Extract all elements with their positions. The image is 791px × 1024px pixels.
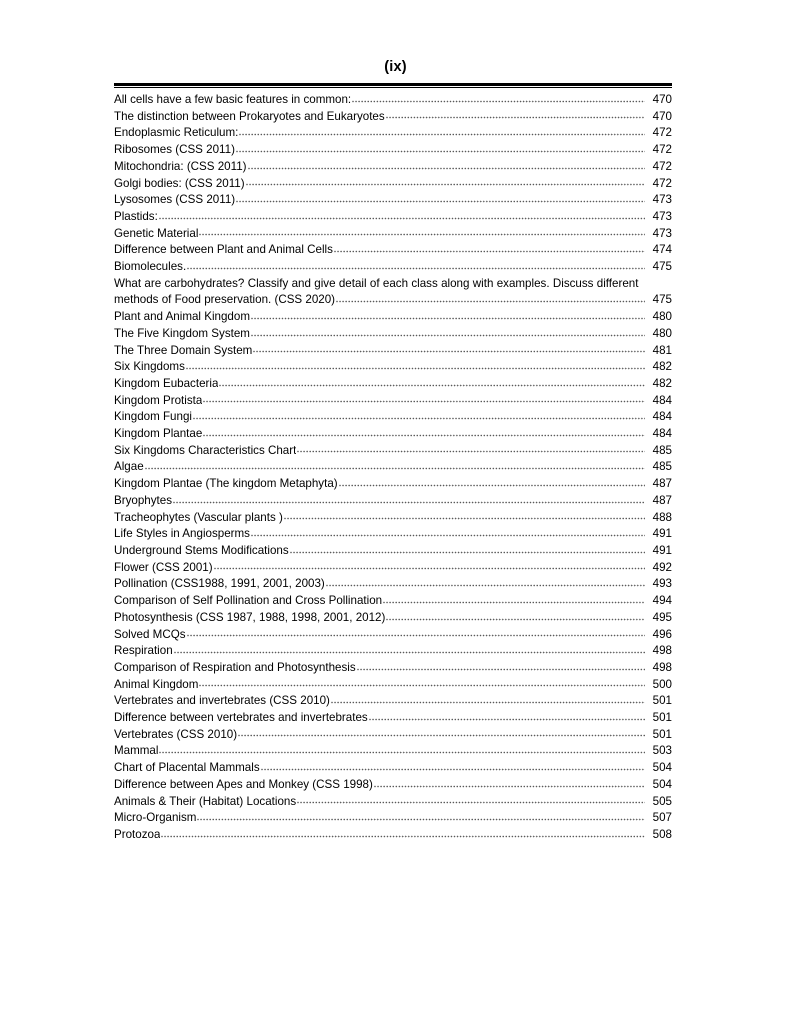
toc-entry-title: Kingdom Fungi	[114, 410, 192, 424]
toc-entry-page-number: 472	[652, 176, 672, 190]
toc-entry[interactable]	[114, 810, 672, 827]
toc-entry[interactable]	[114, 376, 672, 393]
dot-leader	[374, 782, 645, 791]
toc-entry-title: Bryophytes	[114, 493, 172, 507]
toc-entry[interactable]	[114, 159, 672, 176]
toc-entry[interactable]	[114, 576, 672, 593]
toc-entry-title: Micro-Organism	[114, 811, 197, 825]
toc-entry-page-number: 487	[652, 493, 672, 507]
dot-leader	[357, 665, 645, 674]
toc-entry-page-number: 482	[652, 376, 672, 390]
toc-entry-page-number: 494	[652, 594, 672, 608]
toc-entry-title: Comparison of Self Pollination and Cross Pollination	[114, 594, 383, 608]
dot-leader	[261, 765, 645, 774]
dot-leader	[161, 832, 645, 841]
toc-entry[interactable]	[114, 476, 672, 493]
toc-entry-title: Mammal	[114, 744, 159, 758]
toc-entry-title: Kingdom Plantae	[114, 427, 203, 441]
dot-leader	[203, 397, 645, 406]
toc-entry-page-number: 500	[652, 677, 672, 691]
toc-entry[interactable]	[114, 543, 672, 560]
dot-leader	[383, 598, 645, 607]
toc-entry-title: Animals & Their (Habitat) Locations	[114, 794, 297, 808]
dot-leader	[297, 798, 645, 807]
toc-entry-page-number: 501	[652, 727, 672, 741]
toc-entry[interactable]	[114, 142, 672, 159]
toc-entry[interactable]	[114, 493, 672, 510]
toc-entry-title: Protozoa	[114, 827, 161, 841]
toc-entry-page-number: 485	[652, 443, 672, 457]
toc-entry-page-number: 475	[652, 260, 672, 274]
toc-entry[interactable]	[114, 259, 672, 276]
dot-leader	[199, 681, 645, 690]
dot-leader	[248, 164, 645, 173]
toc-entry-title: Genetic Material	[114, 226, 199, 240]
toc-entry[interactable]	[114, 610, 672, 627]
toc-entry-title: Life Styles in Angiosperms	[114, 527, 250, 541]
toc-entry-page-number: 504	[652, 777, 672, 791]
toc-entry-title: Plant and Animal Kingdom	[114, 310, 250, 324]
toc-entry-page-number: 472	[652, 159, 672, 173]
toc-entry-page-number: 491	[652, 543, 672, 557]
dot-leader	[251, 314, 645, 323]
dot-leader	[326, 581, 645, 590]
dot-leader	[159, 748, 645, 757]
toc-entry-page-number: 480	[652, 310, 672, 324]
dot-leader	[369, 715, 645, 724]
toc-entry[interactable]	[114, 459, 672, 476]
toc-entry-title: Endoplasmic Reticulum:	[114, 126, 239, 140]
dot-leader	[236, 147, 645, 156]
toc-entry-page-number: 480	[652, 326, 672, 340]
toc-entry[interactable]	[114, 710, 672, 727]
toc-entry-title: Animal Kingdom	[114, 677, 199, 691]
header-rule-thin	[114, 87, 672, 88]
toc-entry-title: Six Kingdoms	[114, 360, 185, 374]
toc-entry-title: Chart of Placental Mammals	[114, 761, 260, 775]
toc-entry-page-number: 473	[652, 193, 672, 207]
toc-entry-title: Flower (CSS 2001)	[114, 560, 213, 574]
toc-entry[interactable]	[114, 627, 672, 644]
toc-entry-page-number: 488	[652, 510, 672, 524]
dot-leader	[187, 631, 645, 640]
toc-entry-title-continued: methods of Food preservation. (CSS 2020)	[114, 293, 336, 307]
dot-leader	[236, 197, 645, 206]
toc-entry-title: Ribosomes (CSS 2011)	[114, 143, 235, 157]
toc-entry-page-number: 484	[652, 427, 672, 441]
toc-entry[interactable]	[114, 827, 672, 844]
toc-entry-page-number: 505	[652, 794, 672, 808]
toc-entry-title: All cells have a few basic features in common:	[114, 93, 352, 106]
toc-entry[interactable]	[114, 176, 672, 193]
toc-entry[interactable]	[114, 209, 672, 226]
dot-leader	[174, 648, 645, 657]
toc-entry-page-number: 474	[652, 243, 672, 257]
toc-entry[interactable]	[114, 92, 672, 109]
toc-entry[interactable]	[114, 326, 672, 343]
toc-entry-page-number: 491	[652, 527, 672, 541]
toc-entry-title: Vertebrates and invertebrates (CSS 2010)	[114, 694, 330, 708]
dot-leader	[219, 381, 645, 390]
dot-leader	[193, 414, 645, 423]
dot-leader	[251, 331, 645, 340]
toc-entry-title: Vertebrates (CSS 2010)	[114, 727, 238, 741]
dot-leader	[251, 531, 645, 540]
toc-entry-page-number: 472	[652, 126, 672, 140]
dot-leader	[284, 514, 645, 523]
toc-entry-page-number: 501	[652, 694, 672, 708]
dot-leader	[331, 698, 645, 707]
toc-entry[interactable]	[114, 510, 672, 527]
toc-entry-page-number: 473	[652, 209, 672, 223]
table-of-contents	[114, 92, 672, 844]
toc-entry-title: The Five Kingdom System	[114, 326, 250, 340]
toc-entry-page-number: 473	[652, 226, 672, 240]
toc-entry-title: Mitochondria: (CSS 2011)	[114, 159, 247, 173]
dot-leader	[352, 97, 645, 106]
toc-entry-title: Six Kingdoms Characteristics Chart	[114, 443, 297, 457]
toc-entry-title: Kingdom Protista	[114, 393, 203, 407]
toc-entry-page-number: 498	[652, 644, 672, 658]
toc-entry-page-number: 475	[652, 293, 672, 307]
dot-leader	[336, 297, 645, 306]
toc-entry-page-number: 470	[652, 93, 672, 106]
toc-entry-page-number: 482	[652, 360, 672, 374]
toc-entry-title: Golgi bodies: (CSS 2011)	[114, 176, 245, 190]
toc-entry-page-number: 470	[652, 109, 672, 123]
page-folio: (ix)	[384, 59, 407, 75]
toc-entry-page-number: 495	[652, 610, 672, 624]
toc-entry[interactable]	[114, 443, 672, 460]
toc-entry-title: Comparison of Respiration and Photosynthesis	[114, 660, 356, 674]
toc-entry-title: Difference between vertebrates and invertebrates	[114, 711, 368, 725]
dot-leader	[297, 447, 645, 456]
toc-entry-page-number: 484	[652, 410, 672, 424]
toc-entry[interactable]	[114, 660, 672, 677]
toc-entry[interactable]	[114, 677, 672, 694]
dot-leader	[187, 264, 645, 273]
toc-entry-page-number: 507	[652, 811, 672, 825]
toc-entry-title: Pollination (CSS1988, 1991, 2001, 2003)	[114, 577, 325, 591]
toc-entry-title: The Three Domain System	[114, 343, 253, 357]
dot-leader	[253, 347, 645, 356]
toc-entry[interactable]	[114, 393, 672, 410]
toc-entry-title: The distinction between Prokaryotes and Eukaryotes	[114, 109, 385, 123]
toc-entry-title: Difference between Apes and Monkey (CSS 1998)	[114, 777, 373, 791]
dot-leader	[290, 548, 645, 557]
dot-leader	[246, 180, 645, 189]
toc-entry[interactable]	[114, 109, 672, 126]
dot-leader	[197, 815, 645, 824]
toc-entry-title: Tracheophytes (Vascular plants )	[114, 510, 283, 524]
toc-entry-title: Difference between Plant and Animal Cells	[114, 243, 333, 257]
dot-leader	[238, 731, 645, 740]
toc-entry[interactable]	[114, 242, 672, 259]
toc-entry-page-number: 472	[652, 143, 672, 157]
toc-entry-title: Respiration	[114, 644, 173, 658]
toc-entry[interactable]	[114, 794, 672, 811]
toc-entry-title: Biomolecules.	[114, 260, 187, 274]
dot-leader	[239, 130, 645, 139]
toc-entry-title: Photosynthesis (CSS 1987, 1988, 1998, 2001, 2012)	[114, 610, 386, 624]
toc-entry[interactable]	[114, 560, 672, 577]
header-rule	[114, 83, 672, 88]
toc-entry[interactable]	[114, 526, 672, 543]
toc-entry-page-number: 496	[652, 627, 672, 641]
dot-leader	[334, 247, 645, 256]
toc-entry[interactable]	[114, 343, 672, 360]
toc-entry-page-number: 485	[652, 460, 672, 474]
toc-entry-title: What are carbohydrates? Classify and give detail of each class along with examples. Discuss different	[114, 276, 639, 290]
toc-entry-page-number: 498	[652, 660, 672, 674]
toc-entry[interactable]	[114, 593, 672, 610]
toc-entry[interactable]	[114, 409, 672, 426]
toc-entry[interactable]	[114, 693, 672, 710]
toc-entry-title: Lysosomes (CSS 2011)	[114, 193, 236, 207]
dot-leader	[145, 464, 645, 473]
dot-leader	[386, 113, 645, 122]
dot-leader	[159, 214, 645, 223]
toc-entry[interactable]	[114, 727, 672, 744]
toc-entry[interactable]	[114, 760, 672, 777]
toc-entry-page-number: 508	[652, 827, 672, 841]
toc-entry[interactable]	[114, 743, 672, 760]
dot-leader	[339, 481, 645, 490]
dot-leader	[186, 364, 645, 373]
toc-entry-page-number: 501	[652, 711, 672, 725]
toc-entry[interactable]	[114, 276, 672, 309]
dot-leader	[214, 564, 645, 573]
toc-entry-title: Plastids:	[114, 209, 158, 223]
toc-entry-page-number: 493	[652, 577, 672, 591]
toc-entry-page-number: 487	[652, 477, 672, 491]
toc-entry-title: Underground Stems Modifications	[114, 543, 289, 557]
toc-entry-page-number: 504	[652, 761, 672, 775]
dot-leader	[386, 615, 645, 624]
toc-entry-page-number: 484	[652, 393, 672, 407]
toc-entry-page-number: 503	[652, 744, 672, 758]
toc-entry-page-number: 481	[652, 343, 672, 357]
dot-leader	[203, 431, 645, 440]
toc-entry[interactable]	[114, 309, 672, 326]
toc-entry[interactable]	[114, 777, 672, 794]
toc-entry[interactable]	[114, 643, 672, 660]
toc-entry[interactable]	[114, 359, 672, 376]
toc-entry[interactable]	[114, 226, 672, 243]
toc-entry-title: Algae	[114, 460, 144, 474]
toc-entry-title: Kingdom Eubacteria	[114, 376, 219, 390]
toc-entry[interactable]	[114, 192, 672, 209]
toc-entry-title: Solved MCQs	[114, 627, 186, 641]
toc-entry-page-number: 492	[652, 560, 672, 574]
dot-leader	[199, 230, 645, 239]
toc-entry[interactable]	[114, 426, 672, 443]
toc-entry-title: Kingdom Plantae (The kingdom Metaphyta)	[114, 477, 338, 491]
toc-entry[interactable]	[114, 125, 672, 142]
dot-leader	[173, 498, 645, 507]
